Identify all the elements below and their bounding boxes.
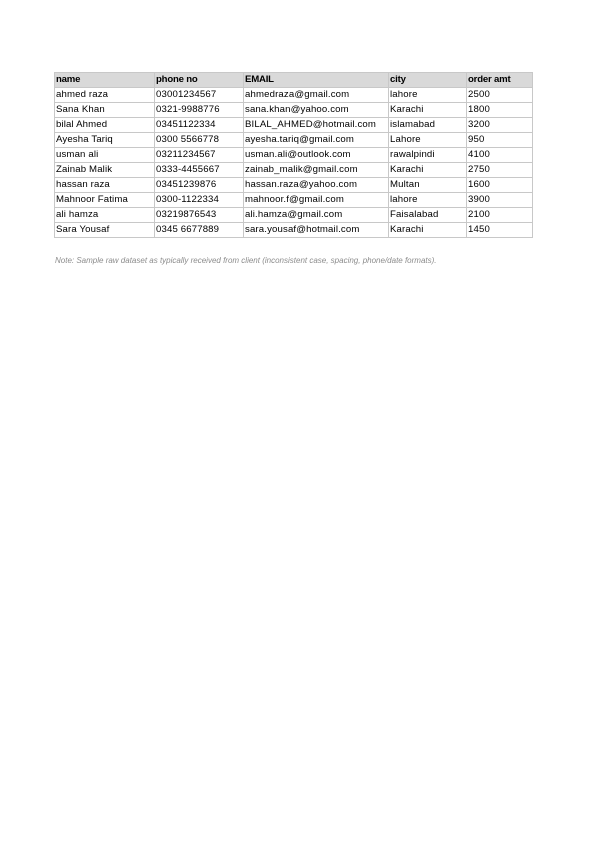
data-table [54,72,533,238]
header-name: name [55,73,155,88]
table-row [55,103,533,118]
cell-phone: 0321-9988776 [155,103,244,118]
data-sheet [54,72,533,238]
table-row [55,223,533,238]
cell-name: hassan raza [55,178,155,193]
cell-city: rawalpindi [389,148,467,163]
cell-phone: 03451122334 [155,118,244,133]
header-phone: phone no [155,73,244,88]
cell-city: Karachi [389,163,467,178]
cell-phone: 03211234567 [155,148,244,163]
cell-city: islamabad [389,118,467,133]
cell-phone: 0300 5566778 [155,133,244,148]
cell-order-amt: 1600 [467,178,533,193]
cell-city: Lahore [389,133,467,148]
cell-city: Multan [389,178,467,193]
cell-order-amt: 4100 [467,148,533,163]
header-city: city [389,73,467,88]
cell-phone: 03451239876 [155,178,244,193]
table-row [55,118,533,133]
cell-order-amt: 1800 [467,103,533,118]
cell-city: lahore [389,193,467,208]
cell-email: zainab_malik@gmail.com [244,163,389,178]
cell-name: Zainab Malik [55,163,155,178]
cell-email: sara.yousaf@hotmail.com [244,223,389,238]
cell-phone: 0345 6677889 [155,223,244,238]
cell-name: usman ali [55,148,155,163]
cell-order-amt: 1450 [467,223,533,238]
cell-name: Ayesha Tariq [55,133,155,148]
cell-order-amt: 2500 [467,88,533,103]
cell-name: ahmed raza [55,88,155,103]
footnote: Note: Sample raw dataset as typically received from client (inconsistent case, spacing, phone/date formats). [55,256,437,265]
cell-name: Sara Yousaf [55,223,155,238]
cell-city: lahore [389,88,467,103]
cell-phone: 03219876543 [155,208,244,223]
cell-email: BILAL_AHMED@hotmail.com [244,118,389,133]
table-row [55,178,533,193]
cell-email: hassan.raza@yahoo.com [244,178,389,193]
cell-email: ayesha.tariq@gmail.com [244,133,389,148]
cell-order-amt: 3200 [467,118,533,133]
table-row [55,148,533,163]
cell-email: usman.ali@outlook.com [244,148,389,163]
table-row [55,88,533,103]
table-row [55,208,533,223]
cell-city: Faisalabad [389,208,467,223]
cell-email: mahnoor.f@gmail.com [244,193,389,208]
cell-order-amt: 950 [467,133,533,148]
cell-name: Sana Khan [55,103,155,118]
table-row [55,163,533,178]
header-row [55,73,533,88]
cell-email: sana.khan@yahoo.com [244,103,389,118]
cell-phone: 03001234567 [155,88,244,103]
cell-city: Karachi [389,223,467,238]
cell-city: Karachi [389,103,467,118]
cell-email: ahmedraza@gmail.com [244,88,389,103]
cell-name: ali hamza [55,208,155,223]
cell-email: ali.hamza@gmail.com [244,208,389,223]
header-order-amt: order amt [467,73,533,88]
cell-order-amt: 2100 [467,208,533,223]
table-row [55,133,533,148]
cell-name: bilal Ahmed [55,118,155,133]
cell-phone: 0300-1122334 [155,193,244,208]
cell-order-amt: 2750 [467,163,533,178]
cell-phone: 0333-4455667 [155,163,244,178]
cell-name: Mahnoor Fatima [55,193,155,208]
header-email: EMAIL [244,73,389,88]
cell-order-amt: 3900 [467,193,533,208]
table-row [55,193,533,208]
